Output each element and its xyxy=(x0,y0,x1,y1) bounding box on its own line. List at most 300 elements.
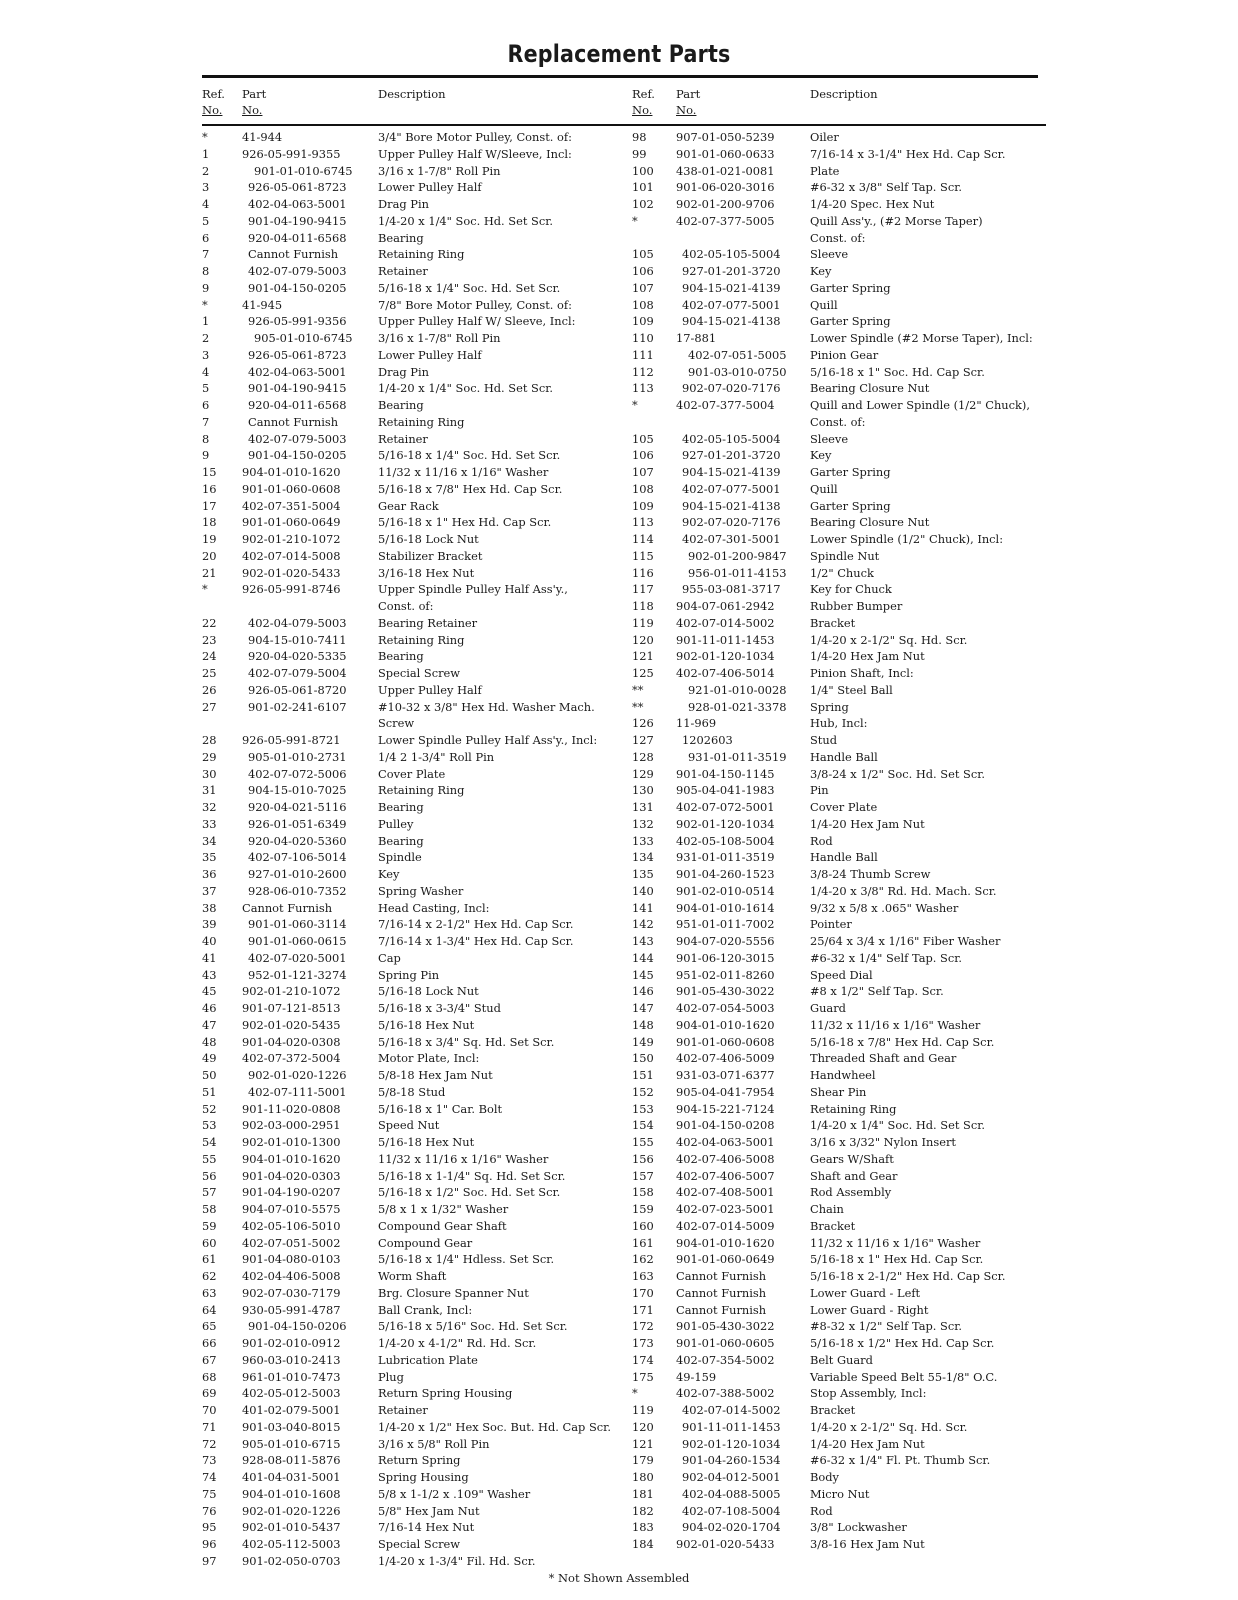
header-rule xyxy=(202,124,1046,126)
part-number: 901-02-010-0514 xyxy=(676,883,775,898)
part-description: 5/8-18 Stud xyxy=(378,1084,446,1099)
part-description: Upper Pulley Half xyxy=(378,682,482,697)
ref-number: 111 xyxy=(632,347,654,362)
ref-number: 148 xyxy=(632,1017,654,1032)
part-description: Handwheel xyxy=(810,1068,876,1082)
part-number: 402-07-077-5001 xyxy=(682,481,781,496)
part-description: Lower Spindle (1/2" Chuck), Incl: xyxy=(810,532,1004,546)
ref-number: 121 xyxy=(632,649,654,664)
part-number: 402-07-051-5005 xyxy=(688,347,787,362)
ref-number: 69 xyxy=(202,1386,217,1401)
part-number: 920-04-011-6568 xyxy=(248,398,347,412)
ref-number: 5 xyxy=(202,381,210,396)
ref-number: 23 xyxy=(202,632,217,647)
part-description: Bracket xyxy=(810,615,856,630)
part-header-line1: Part xyxy=(676,87,701,101)
ref-number: 146 xyxy=(632,984,654,999)
ref-number: * xyxy=(202,582,208,597)
ref-number: 150 xyxy=(632,1051,654,1066)
part-number: 901-04-020-0308 xyxy=(242,1034,341,1049)
part-number: 901-11-020-0808 xyxy=(242,1101,341,1116)
part-description: 1/4-20 Hex Jam Nut xyxy=(810,816,925,831)
ref-number: 117 xyxy=(632,582,654,597)
left-ref-header xyxy=(202,86,225,118)
part-description: Spring xyxy=(810,699,849,714)
part-number: 402-07-377-5005 xyxy=(676,213,775,228)
part-description: 5/16-18 x 1" Car. Bolt xyxy=(378,1101,503,1116)
ref-number: 99 xyxy=(632,146,647,161)
part-description: Body xyxy=(810,1470,839,1484)
part-description: Stop Assembly, Incl: xyxy=(810,1386,927,1401)
part-description: 1/4-20 x 4-1/2" Rd. Hd. Scr. xyxy=(378,1336,537,1350)
part-description: 5/8 x 1-1/2 x .109" Washer xyxy=(378,1486,531,1501)
part-description: Quill Ass'y., (#2 Morse Taper) xyxy=(810,213,983,228)
part-description: 9/32 x 5/8 x .065" Washer xyxy=(810,900,959,915)
ref-number: 61 xyxy=(202,1252,217,1267)
ref-number: 142 xyxy=(632,917,654,932)
ref-number: 68 xyxy=(202,1369,217,1384)
part-number: 904-15-021-4138 xyxy=(682,314,781,329)
ref-number: 153 xyxy=(632,1101,654,1116)
part-description: Compound Gear xyxy=(378,1235,473,1250)
ref-number: 40 xyxy=(202,934,217,948)
part-number: 901-11-011-1453 xyxy=(676,632,775,647)
part-description: Const. of: xyxy=(810,414,866,429)
ref-number: 55 xyxy=(202,1151,217,1166)
part-number: 902-01-010-1300 xyxy=(242,1135,341,1149)
part-number: 905-01-010-6715 xyxy=(242,1436,341,1451)
ref-number: 173 xyxy=(632,1336,654,1350)
ref-number: 140 xyxy=(632,883,654,898)
left-part-header xyxy=(242,86,266,118)
part-number: 926-05-061-8720 xyxy=(248,682,347,697)
part-description: Lower Pulley Half xyxy=(378,347,482,362)
part-description: Oiler xyxy=(810,130,839,144)
part-description: 3/8-16 Hex Jam Nut xyxy=(810,1537,925,1551)
ref-number: 174 xyxy=(632,1352,654,1367)
part-number: 402-07-079-5004 xyxy=(248,666,347,680)
ref-number: 34 xyxy=(202,833,217,848)
ref-number: 130 xyxy=(632,783,654,798)
ref-number: 118 xyxy=(632,599,654,613)
ref-number: 17 xyxy=(202,498,217,513)
part-description: 3/8" Lockwasher xyxy=(810,1520,907,1535)
part-number: 904-15-021-4139 xyxy=(682,465,781,479)
part-number: 931-01-011-3519 xyxy=(688,749,787,764)
part-description: #6-32 x 1/4" Fl. Pt. Thumb Scr. xyxy=(810,1453,991,1468)
part-number: 952-01-121-3274 xyxy=(248,967,347,982)
part-number: 901-02-241-6107 xyxy=(248,699,347,714)
ref-number: 21 xyxy=(202,565,217,580)
part-description: 11/32 x 11/16 x 1/16" Washer xyxy=(810,1017,981,1032)
part-description: Retainer xyxy=(378,264,428,278)
part-description: Quill xyxy=(810,481,838,496)
ref-number: 110 xyxy=(632,331,654,345)
ref-number: 113 xyxy=(632,381,654,396)
part-number: 902-01-120-1034 xyxy=(682,1436,781,1451)
part-description: Drag Pin xyxy=(378,364,429,379)
ref-number: 98 xyxy=(632,130,647,144)
part-number: 901-04-260-1534 xyxy=(682,1453,781,1468)
ref-number: 64 xyxy=(202,1302,217,1317)
part-number: 904-01-010-1620 xyxy=(676,1235,775,1250)
ref-number: 6 xyxy=(202,230,210,245)
part-description: Upper Spindle Pulley Half Ass'y., xyxy=(378,582,568,597)
ref-number: 171 xyxy=(632,1302,654,1317)
ref-number: 2 xyxy=(202,331,210,345)
part-description: 7/16-14 x 2-1/2" Hex Hd. Cap Scr. xyxy=(378,917,574,932)
part-description: 1/4-20 x 3/8" Rd. Hd. Mach. Scr. xyxy=(810,883,997,898)
part-number: 901-04-260-1523 xyxy=(676,867,775,881)
part-number: 901-04-150-0205 xyxy=(248,448,347,463)
part-description: 1/4-20 Hex Jam Nut xyxy=(810,1436,925,1451)
ref-number: 2 xyxy=(202,163,210,178)
part-description: Ball Crank, Incl: xyxy=(378,1302,473,1317)
part-number: 402-07-014-5002 xyxy=(676,615,775,630)
part-number: 926-05-061-8723 xyxy=(248,180,347,195)
part-description: Lower Pulley Half xyxy=(378,180,482,195)
part-description: Shear Pin xyxy=(810,1084,867,1099)
part-number: 901-05-430-3022 xyxy=(676,1319,775,1334)
ref-number: 116 xyxy=(632,565,654,580)
part-number: 901-01-060-0649 xyxy=(242,515,341,530)
part-number: 927-01-201-3720 xyxy=(682,264,781,278)
part-description: Const. of: xyxy=(810,230,866,245)
ref-number: 7 xyxy=(202,414,210,429)
ref-number: * xyxy=(202,297,208,312)
part-number: 901-04-150-0206 xyxy=(248,1319,347,1334)
ref-number: 45 xyxy=(202,984,217,999)
part-description: 3/16-18 Hex Nut xyxy=(378,565,475,580)
part-description: Retaining Ring xyxy=(378,414,465,429)
ref-number: 29 xyxy=(202,749,217,764)
part-number: 402-04-079-5003 xyxy=(248,615,347,630)
part-description: Rubber Bumper xyxy=(810,599,903,613)
part-description: 7/8" Bore Motor Pulley, Const. of: xyxy=(378,297,572,312)
part-number: 402-07-072-5001 xyxy=(676,800,775,814)
part-description: Gear Rack xyxy=(378,498,439,513)
part-number: 901-06-020-3016 xyxy=(676,180,775,195)
part-number: 402-07-372-5004 xyxy=(242,1051,341,1066)
part-description: 5/16-18 x 1/2" Hex Hd. Cap Scr. xyxy=(810,1336,995,1350)
part-number: 402-05-112-5003 xyxy=(242,1537,341,1551)
footnote: * Not Shown Assembled xyxy=(548,1571,690,1585)
ref-number: 182 xyxy=(632,1503,654,1518)
part-description: 5/8-18 Hex Jam Nut xyxy=(378,1068,493,1082)
part-number: 401-04-031-5001 xyxy=(242,1470,341,1484)
ref-number: 20 xyxy=(202,548,217,563)
part-description: Upper Pulley Half W/Sleeve, Incl: xyxy=(378,146,572,161)
part-description: 5/8 x 1 x 1/32" Washer xyxy=(378,1202,509,1216)
part-number: 901-04-190-9415 xyxy=(248,381,347,396)
ref-number: 60 xyxy=(202,1235,217,1250)
part-description: Hub, Incl: xyxy=(810,716,868,731)
ref-number: 33 xyxy=(202,816,217,831)
part-number: Cannot Furnish xyxy=(676,1285,767,1300)
ref-number: 106 xyxy=(632,264,654,278)
ref-number: 156 xyxy=(632,1151,654,1166)
part-description: Key for Chuck xyxy=(810,582,892,597)
part-number: 926-05-991-8746 xyxy=(242,582,341,597)
part-number: 402-07-388-5002 xyxy=(676,1386,775,1401)
ref-number: 1 xyxy=(202,314,210,329)
part-description: Bracket xyxy=(810,1403,856,1417)
ref-number: 59 xyxy=(202,1218,217,1233)
ref-number: 8 xyxy=(202,264,210,278)
ref-number: 63 xyxy=(202,1285,217,1300)
part-number: 402-07-014-5002 xyxy=(682,1403,781,1417)
part-description: Key xyxy=(810,448,832,463)
ref-number: 1 xyxy=(202,146,210,161)
part-description: Belt Guard xyxy=(810,1352,873,1367)
ref-number: ** xyxy=(632,699,644,714)
part-description: 1/4-20 x 1/4" Soc. Hd. Set Scr. xyxy=(378,381,554,396)
part-description: 25/64 x 3/4 x 1/16" Fiber Washer xyxy=(810,934,1001,948)
part-description: Bearing xyxy=(378,800,424,814)
ref-number: 71 xyxy=(202,1419,217,1434)
part-description: Stabilizer Bracket xyxy=(378,548,483,563)
part-number: 902-01-120-1034 xyxy=(676,816,775,831)
part-description: Garter Spring xyxy=(810,314,891,329)
part-number: Cannot Furnish xyxy=(248,247,339,262)
part-description: 11/32 x 11/16 x 1/16" Washer xyxy=(378,1151,549,1166)
part-description: 5/16-18 Lock Nut xyxy=(378,532,479,546)
part-number: 901-04-150-1145 xyxy=(676,766,775,781)
part-description: 1/4-20 x 2-1/2" Sq. Hd. Scr. xyxy=(810,1419,968,1434)
ref-number: 102 xyxy=(632,197,654,211)
part-number: 402-05-106-5010 xyxy=(242,1218,341,1233)
part-number: 927-01-201-3720 xyxy=(682,448,781,463)
ref-number: 54 xyxy=(202,1135,217,1149)
ref-number: 147 xyxy=(632,1001,654,1015)
part-number: 901-03-010-0750 xyxy=(688,364,787,379)
part-description: Lower Spindle (#2 Morse Taper), Incl: xyxy=(810,331,1033,345)
ref-number: 28 xyxy=(202,733,217,747)
ref-number: 22 xyxy=(202,615,217,630)
ref-number: 5 xyxy=(202,213,210,228)
part-number: 902-07-020-7176 xyxy=(682,515,781,530)
ref-number: 107 xyxy=(632,280,654,295)
part-number: 956-01-011-4153 xyxy=(688,565,787,580)
part-description: Retaining Ring xyxy=(378,783,465,798)
part-number: 928-06-010-7352 xyxy=(248,883,347,898)
part-number: 955-03-081-3717 xyxy=(682,582,781,597)
part-number: 1202603 xyxy=(682,733,733,747)
part-description: 5/16-18 x 1" Hex Hd. Cap Scr. xyxy=(378,515,552,530)
part-description: #10-32 x 3/8" Hex Hd. Washer Mach. xyxy=(378,699,595,714)
part-header-line1: Part xyxy=(242,87,267,101)
part-description: 1/4-20 x 1-3/4" Fil. Hd. Scr. xyxy=(378,1553,536,1568)
ref-number: 181 xyxy=(632,1486,654,1501)
part-description: 5/16-18 Hex Nut xyxy=(378,1017,475,1032)
part-number: 902-03-000-2951 xyxy=(242,1118,341,1133)
part-header-line2: No. xyxy=(676,103,697,117)
part-description: Head Casting, Incl: xyxy=(378,900,490,915)
ref-number: 157 xyxy=(632,1168,654,1183)
part-description: Gears W/Shaft xyxy=(810,1151,894,1166)
part-description: Lubrication Plate xyxy=(378,1352,478,1367)
part-description: 5/16-18 x 7/8" Hex Hd. Cap Scr. xyxy=(378,481,563,496)
ref-number: 172 xyxy=(632,1319,654,1334)
ref-number: 26 xyxy=(202,682,217,697)
part-number: 905-04-041-7954 xyxy=(676,1084,775,1099)
ref-number: 161 xyxy=(632,1235,654,1250)
part-number: 402-04-406-5008 xyxy=(242,1269,341,1283)
part-number: 402-07-406-5007 xyxy=(676,1168,775,1183)
part-number: 904-07-020-5556 xyxy=(676,934,775,948)
part-number: 905-01-010-2731 xyxy=(248,749,347,764)
part-number: Cannot Furnish xyxy=(242,900,333,915)
page-title: Replacement Parts xyxy=(507,40,731,68)
part-number: 901-01-060-0608 xyxy=(676,1034,775,1049)
part-number: 902-01-010-5437 xyxy=(242,1520,341,1535)
part-description: Lower Guard - Left xyxy=(810,1285,921,1300)
part-number: 402-07-051-5002 xyxy=(242,1235,341,1250)
part-description: 1/4" Steel Ball xyxy=(810,682,893,697)
part-number: 49-159 xyxy=(676,1369,717,1384)
right-description-header: Description xyxy=(810,87,878,101)
ref-number: 158 xyxy=(632,1185,654,1200)
part-description: Speed Nut xyxy=(378,1118,440,1133)
ref-number: 65 xyxy=(202,1319,217,1334)
ref-number: 43 xyxy=(202,967,217,982)
part-description: Retainer xyxy=(378,1403,428,1417)
part-description: Pinion Shaft, Incl: xyxy=(810,666,914,680)
part-number: 402-07-408-5001 xyxy=(676,1185,775,1200)
part-number: 901-07-121-8513 xyxy=(242,1001,341,1015)
part-number: 921-01-010-0028 xyxy=(688,682,787,697)
ref-number: * xyxy=(632,1386,638,1401)
ref-number: 120 xyxy=(632,632,654,647)
ref-number: 49 xyxy=(202,1051,217,1066)
part-description: Retaining Ring xyxy=(378,632,465,647)
part-number: 902-07-030-7179 xyxy=(242,1285,341,1300)
part-number: 904-07-010-5575 xyxy=(242,1202,341,1216)
ref-number: 70 xyxy=(202,1403,217,1417)
part-description: Handle Ball xyxy=(810,749,878,764)
ref-number: 6 xyxy=(202,398,210,412)
ref-number: 175 xyxy=(632,1369,654,1384)
part-description: 1/4-20 x 2-1/2" Sq. Hd. Scr. xyxy=(810,632,968,647)
part-description: #6-32 x 3/8" Self Tap. Scr. xyxy=(810,180,963,195)
ref-number: 76 xyxy=(202,1503,217,1518)
part-number: 931-01-011-3519 xyxy=(676,850,775,865)
part-number: 902-01-200-9847 xyxy=(688,548,787,563)
part-description: Shaft and Gear xyxy=(810,1168,898,1183)
part-description: Rod xyxy=(810,1503,833,1518)
part-number: 905-01-010-6745 xyxy=(254,331,353,345)
ref-number: 109 xyxy=(632,314,654,329)
part-description: 5/16-18 x 1/4" Soc. Hd. Set Scr. xyxy=(378,448,561,463)
part-number: 901-01-010-6745 xyxy=(254,163,353,178)
ref-number: 120 xyxy=(632,1419,654,1434)
part-number: 402-07-301-5001 xyxy=(682,532,781,546)
ref-number: 31 xyxy=(202,783,217,798)
part-description: Micro Nut xyxy=(810,1486,870,1501)
part-description: Bearing xyxy=(378,230,424,245)
part-number: 402-07-023-5001 xyxy=(676,1202,775,1216)
ref-number: 159 xyxy=(632,1202,654,1216)
part-description: Handle Ball xyxy=(810,850,878,865)
ref-number: 132 xyxy=(632,816,654,831)
part-description: 3/16 x 3/32" Nylon Insert xyxy=(810,1135,956,1149)
right-ref-header xyxy=(632,86,655,118)
ref-number: 67 xyxy=(202,1352,217,1367)
ref-number: 131 xyxy=(632,800,654,814)
part-number: 402-07-406-5009 xyxy=(676,1051,775,1066)
part-description: Quill and Lower Spindle (1/2" Chuck), xyxy=(810,398,1030,412)
part-description: Key xyxy=(378,867,400,881)
ref-number: 7 xyxy=(202,247,210,262)
part-number: 961-01-010-7473 xyxy=(242,1369,341,1384)
ref-header-line2: No. xyxy=(202,103,223,117)
part-number: Cannot Furnish xyxy=(676,1269,767,1283)
ref-number: 36 xyxy=(202,867,217,881)
part-number: 402-07-354-5002 xyxy=(676,1352,775,1367)
ref-number: 100 xyxy=(632,163,654,178)
ref-number: 184 xyxy=(632,1537,654,1551)
part-number: 402-05-108-5004 xyxy=(676,833,775,848)
part-number: 402-07-020-5001 xyxy=(248,950,347,965)
left-description-header: Description xyxy=(378,87,446,101)
ref-number: 125 xyxy=(632,666,654,680)
part-description: 5/16-18 x 1-1/4" Sq. Hd. Set Scr. xyxy=(378,1168,566,1183)
ref-number: 72 xyxy=(202,1436,217,1451)
part-description: Garter Spring xyxy=(810,498,891,513)
part-number: 402-07-014-5008 xyxy=(242,548,341,563)
part-description: Lower Spindle Pulley Half Ass'y., Incl: xyxy=(378,733,598,747)
ref-number: 145 xyxy=(632,967,654,982)
part-number: 402-07-351-5004 xyxy=(242,498,341,513)
part-description: Bearing Closure Nut xyxy=(810,515,930,530)
ref-number: 66 xyxy=(202,1336,217,1350)
part-number: 902-01-020-1226 xyxy=(248,1068,347,1082)
part-number: 402-07-014-5009 xyxy=(676,1218,775,1233)
part-number: Cannot Furnish xyxy=(676,1302,767,1317)
part-description: Speed Dial xyxy=(810,967,873,982)
ref-number: 38 xyxy=(202,900,217,915)
ref-number: 53 xyxy=(202,1118,217,1133)
ref-number: 119 xyxy=(632,615,654,630)
ref-number: 155 xyxy=(632,1135,654,1149)
part-number: 926-05-991-9355 xyxy=(242,146,341,161)
part-description: Plug xyxy=(378,1369,404,1384)
ref-number: 56 xyxy=(202,1168,217,1183)
part-number: 920-04-011-6568 xyxy=(248,230,347,245)
ref-number: 3 xyxy=(202,347,210,362)
part-number: 902-07-020-7176 xyxy=(682,381,781,396)
part-number: 402-07-111-5001 xyxy=(248,1084,347,1099)
ref-number: 162 xyxy=(632,1252,654,1267)
part-description: Cap xyxy=(378,950,401,965)
ref-number: 133 xyxy=(632,833,654,848)
ref-header-line1: Ref. xyxy=(202,87,225,101)
part-number: 902-01-210-1072 xyxy=(242,984,341,999)
part-description: 3/16 x 1-7/8" Roll Pin xyxy=(378,163,501,178)
part-description: 5/16-18 x 5/16" Soc. Hd. Set Scr. xyxy=(378,1319,568,1334)
part-number: 901-02-050-0703 xyxy=(242,1553,341,1568)
ref-number: ** xyxy=(632,682,644,697)
part-description: Retaining Ring xyxy=(378,247,465,262)
part-description: 1/4-20 x 1/4" Soc. Hd. Set Scr. xyxy=(810,1118,986,1133)
part-description: Return Spring Housing xyxy=(378,1386,513,1401)
ref-number: 95 xyxy=(202,1520,217,1535)
ref-number: 105 xyxy=(632,431,654,446)
right-part-header xyxy=(676,86,700,118)
part-description: 7/16-14 Hex Nut xyxy=(378,1520,475,1535)
part-number: 901-04-080-0103 xyxy=(242,1252,341,1267)
part-description: 5/16-18 x 1" Hex Hd. Cap Scr. xyxy=(810,1252,984,1267)
